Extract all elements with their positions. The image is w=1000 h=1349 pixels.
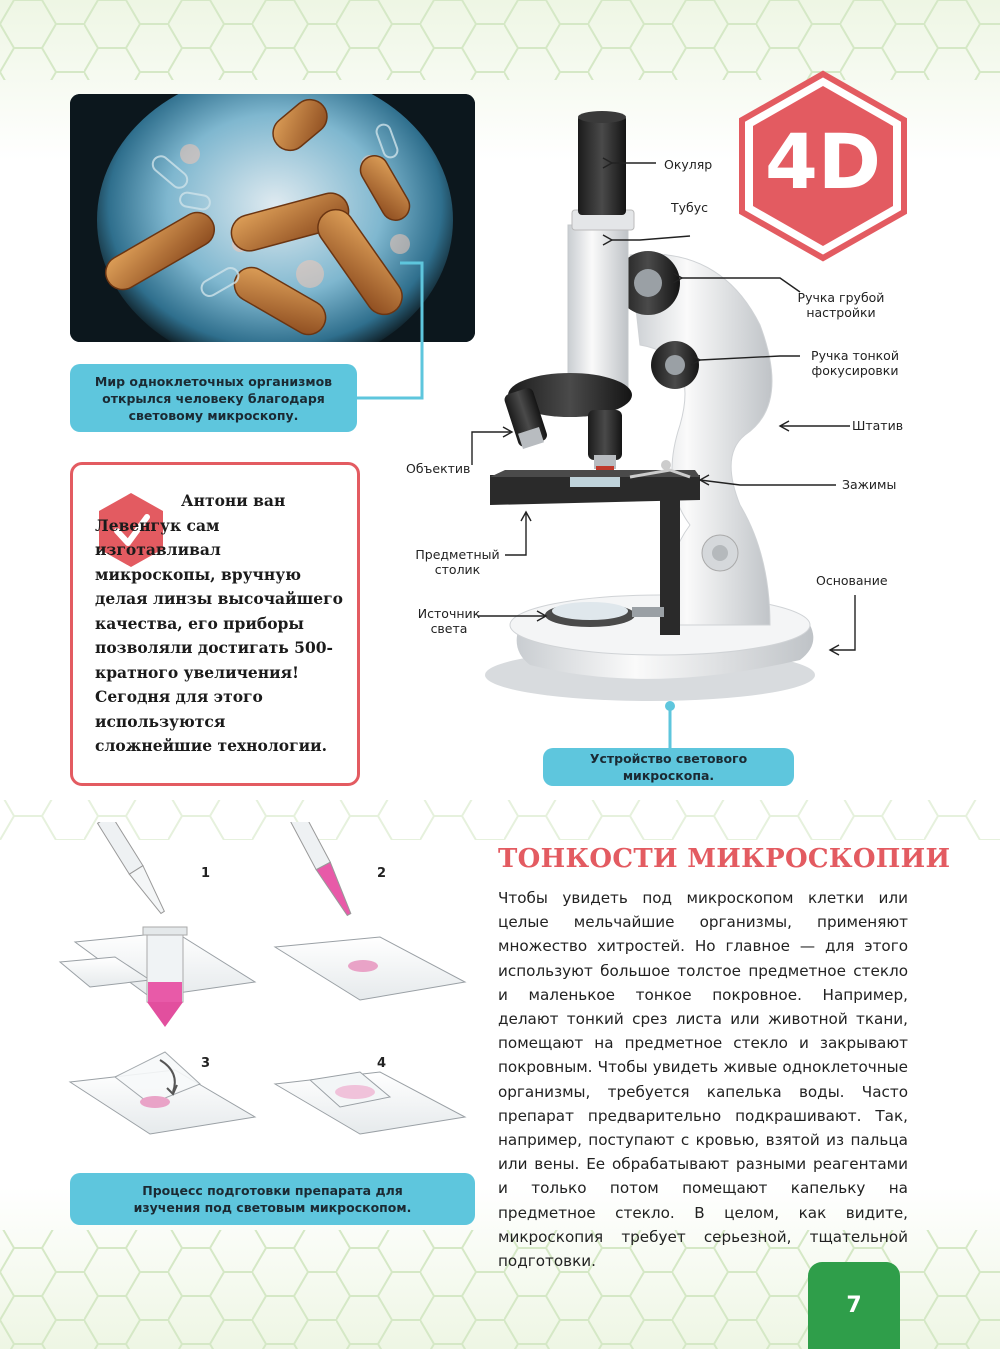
label-light-source: Источник света (417, 606, 481, 636)
step-number-4: 4 (377, 1056, 387, 1071)
photo-caption: Мир одноклеточных организмов открылся человеку благодаря световому микроскопу. (70, 364, 357, 432)
preparation-caption: Процесс подготовки препарата для изучения под световым микроскопом. (70, 1173, 475, 1225)
label-tube: Тубус (671, 200, 709, 215)
section-title: ТОНКОСТИ МИКРОСКОПИИ (498, 844, 951, 874)
svg-text:4D: 4D (765, 117, 881, 206)
label-fine-knob: Ручка тонкой фокусировки (811, 348, 899, 378)
microscope-caption-connector (660, 700, 680, 750)
fact-text: Антони ван Левенгук сам изготавливал микроскопы, вручную делая линзы высочайшего качества, его приборы позволяли достигать 500-кратного увеличения! Сегодня для этого используются сложнейшие технологии. (95, 491, 343, 755)
label-stage: Предметный столик (415, 547, 500, 577)
label-stand: Штатив (852, 418, 904, 433)
preparation-steps-illustration (55, 822, 485, 1162)
step-number-2: 2 (377, 866, 387, 881)
fact-box (70, 462, 360, 786)
label-eyepiece: Окуляр (664, 157, 713, 172)
label-coarse-knob: Ручка грубой настройки (797, 290, 885, 320)
section-body: Чтобы увидеть под микроскопом клетки или целые мельчайшие организмы, применяют множество хитростей. Но главное — для этого используют большое толстое предметное стекло и маленькое тонкое покровное. Например, делают тонкий срез листа или животной ткани, помещают на предметное стекло и закрывают покровным. Чтобы увидеть живые одноклеточные организмы, требуется капелька воды. Часто препарат предварительно подкрашивают. Так, например, поступают с кровью, взятой из пальца или вены. Ее обрабатывают разными реагентами и только потом помещают капельку на предметное стекло. В целом, как видите, микроскопия требует серьезной, тщательной подготовки. (498, 889, 908, 1271)
microscope-caption: Устройство светового микроскопа. (543, 748, 794, 786)
microscope-label-lines (400, 150, 900, 670)
label-objective: Объектив (406, 461, 471, 476)
step-number-3: 3 (201, 1056, 211, 1071)
step-number-1: 1 (201, 866, 211, 881)
label-clips: Зажимы (842, 477, 897, 492)
label-base: Основание (816, 573, 888, 588)
page-number: 7 (808, 1262, 900, 1349)
